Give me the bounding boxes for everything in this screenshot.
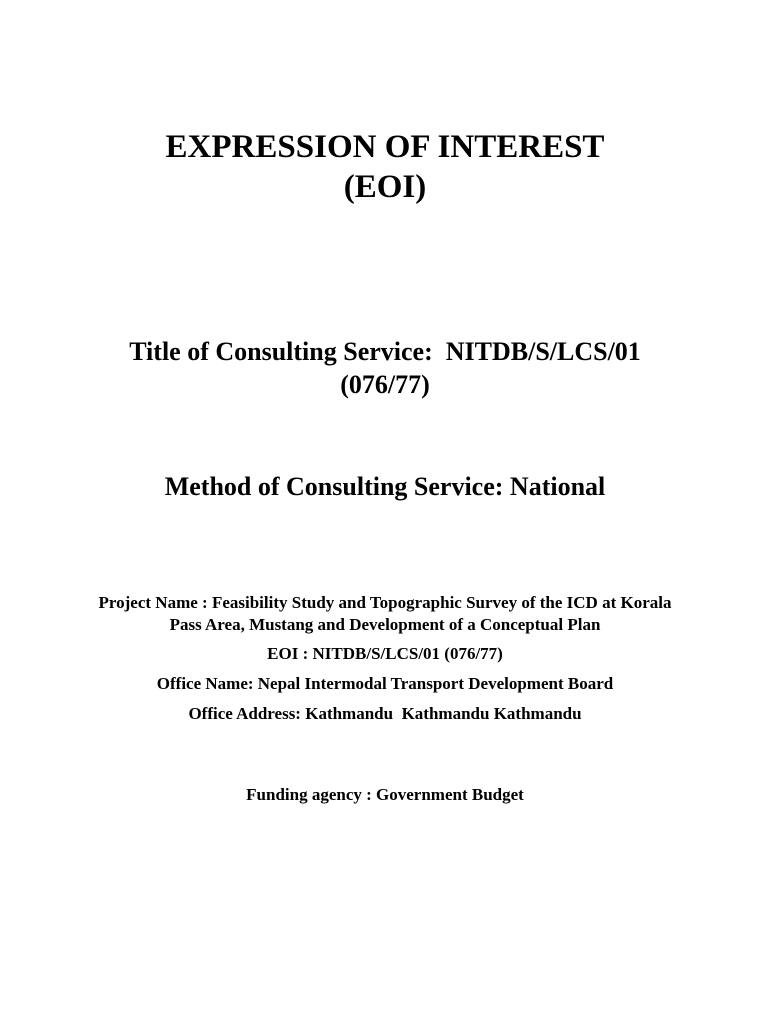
consulting-service-title-line1: Title of Consulting Service: NITDB/S/LCS/01 <box>129 337 641 366</box>
consulting-method: Method of Consulting Service: National <box>164 472 606 501</box>
project-name-line2: Pass Area, Mustang and Development of a Conceptual Plan <box>169 615 601 634</box>
project-name-line1: Project Name : Feasibility Study and Topographic Survey of the ICD at Korala <box>98 593 672 612</box>
funding-agency: Funding agency : Government Budget <box>246 785 524 804</box>
office-name: Office Name: Nepal Intermodal Transport Development Board <box>156 674 614 693</box>
consulting-service-title-line2: (076/77) <box>340 370 430 399</box>
office-address: Office Address: Kathmandu Kathmandu Kathmandu <box>188 704 582 723</box>
document-title-line2: (EOI) <box>343 169 427 205</box>
document-title-line1: EXPRESSION OF INTEREST <box>165 129 605 165</box>
eoi-reference: EOI : NITDB/S/LCS/01 (076/77) <box>267 644 503 663</box>
